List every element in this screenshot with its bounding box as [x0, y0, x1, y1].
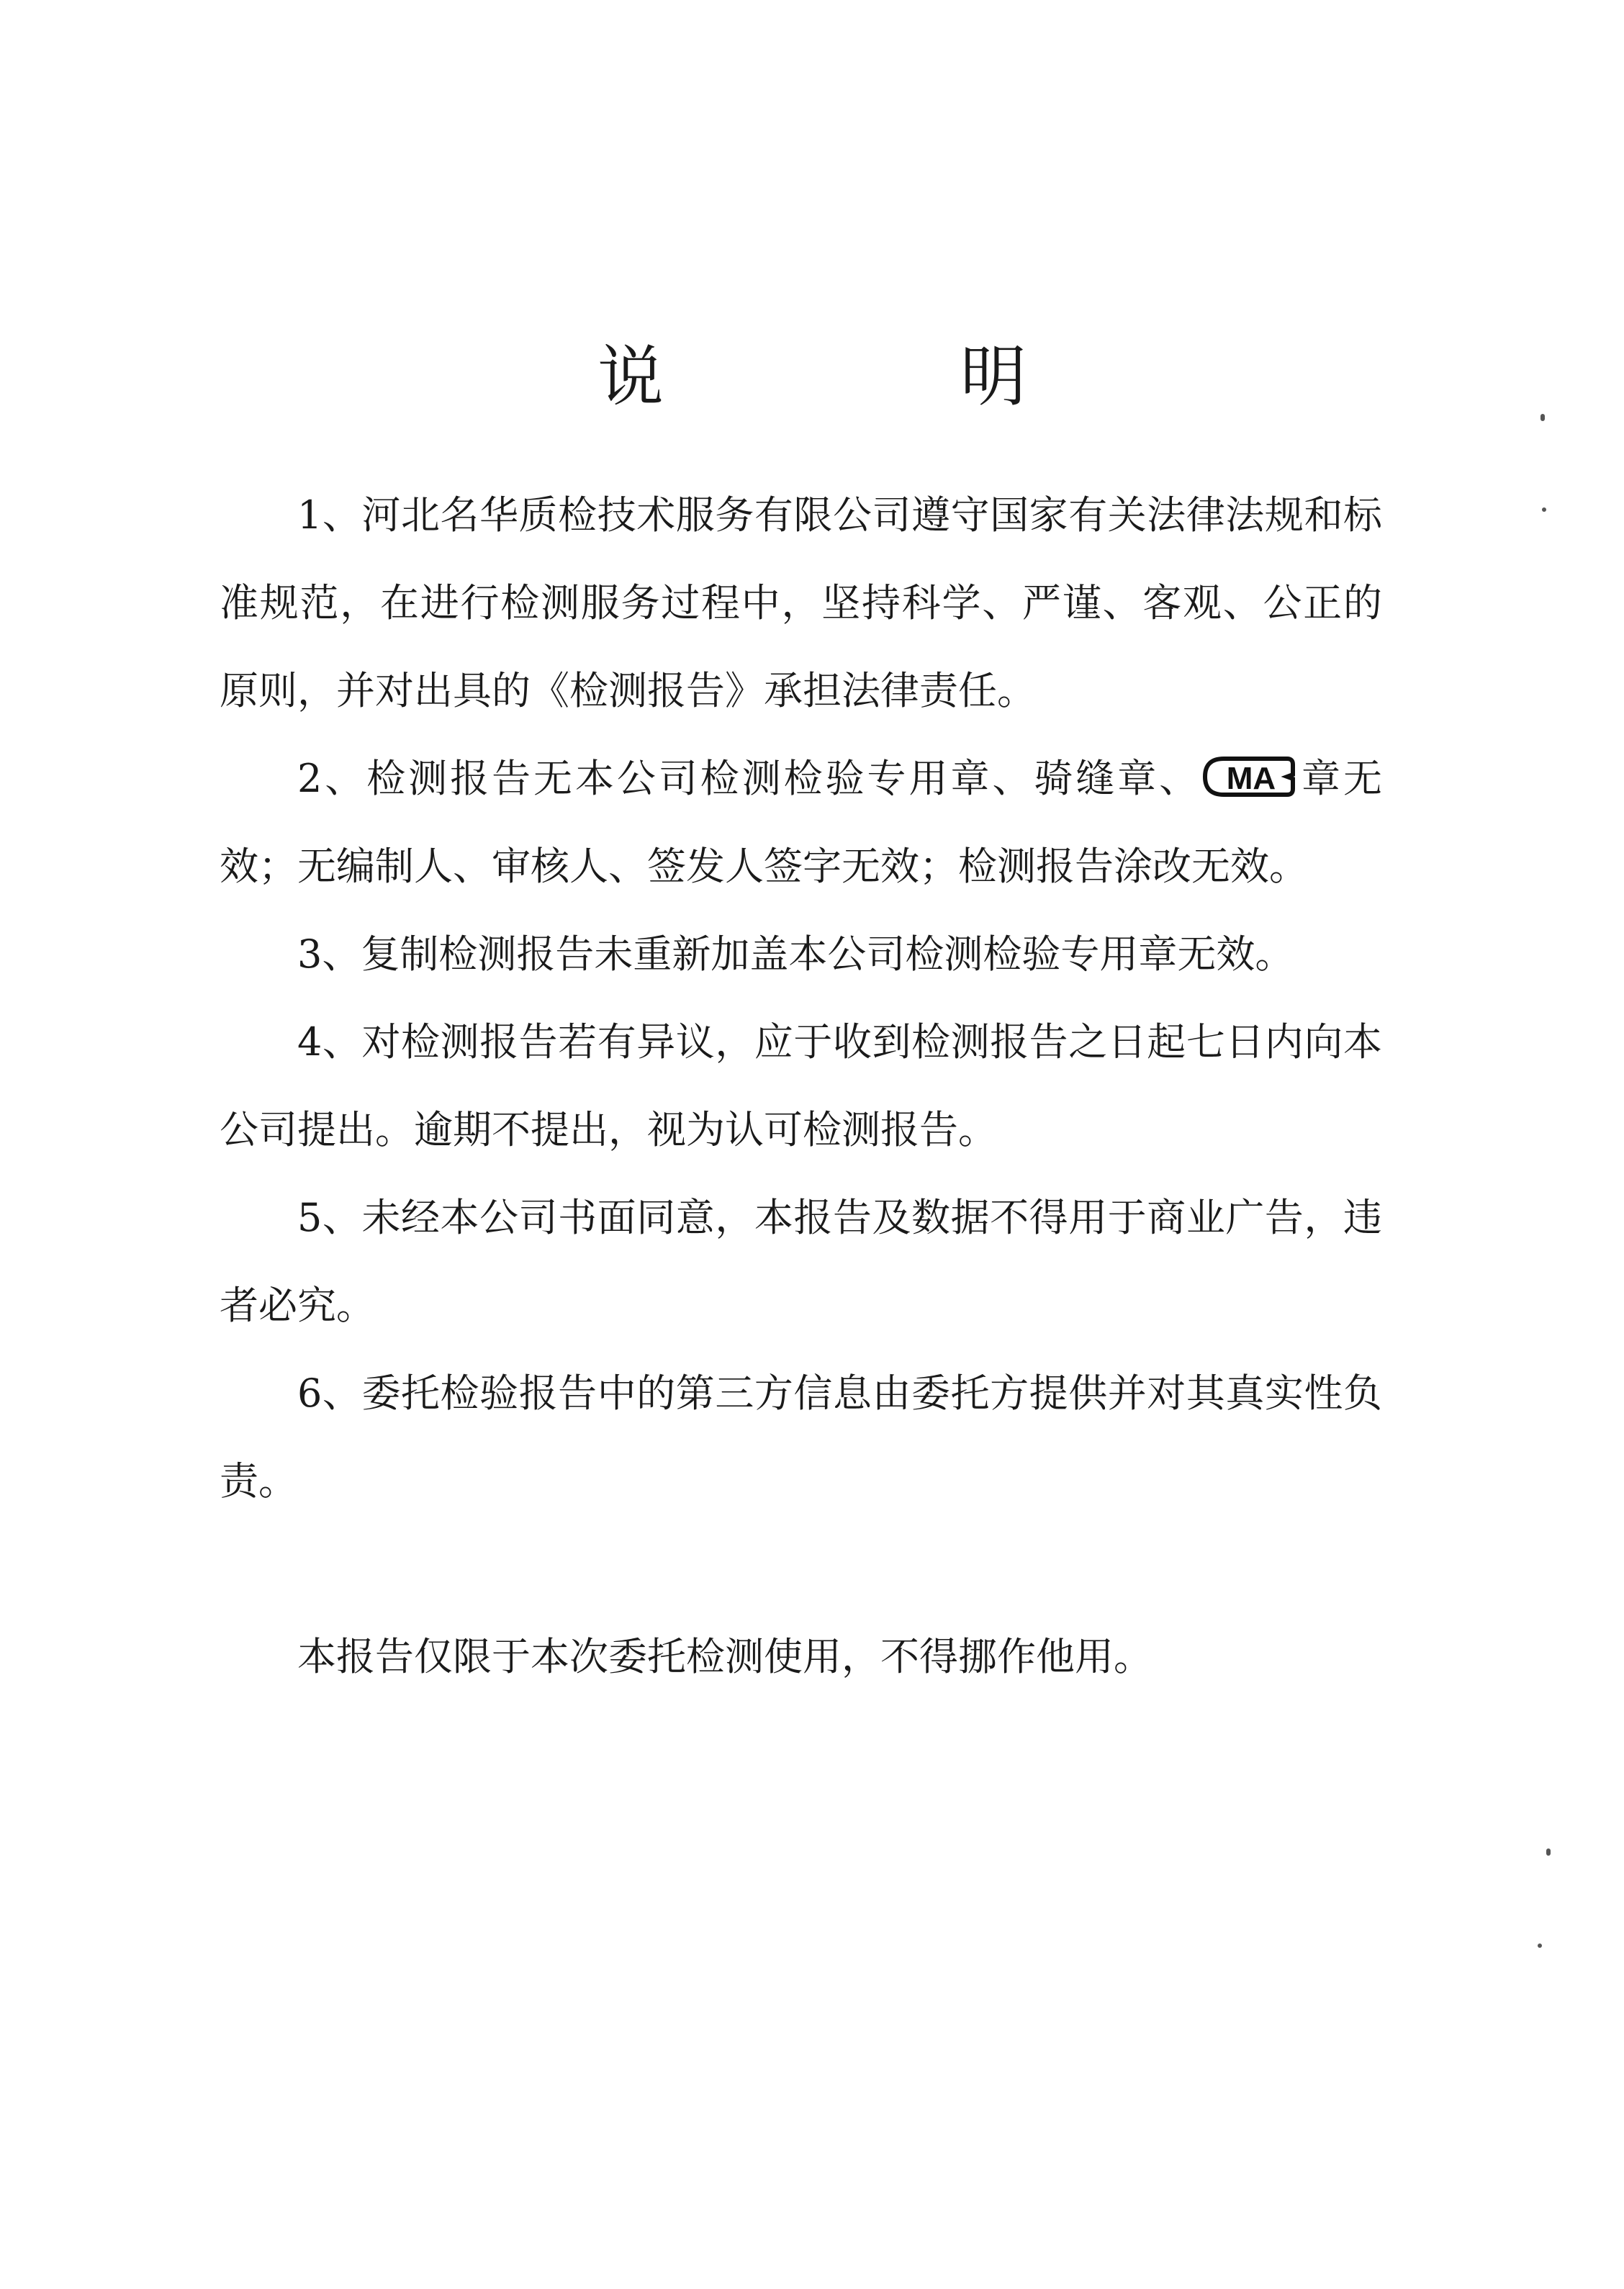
paragraph-2-text-before: 2、检测报告无本公司检测检验专用章、骑缝章、	[297, 756, 1201, 801]
paragraph-2	[220, 735, 1382, 911]
cma-mark-icon	[1202, 754, 1297, 799]
cma-mark-text: MA	[1226, 761, 1276, 796]
paragraph-1: 1、河北名华质检技术服务有限公司遵守国家有关法律法规和标准规范，在进行检测服务过程中，坚持科学、严谨、客观、公正的原则，并对出具的《检测报告》承担法律责任。	[220, 492, 1382, 713]
page-title: 说 明	[597, 338, 1142, 415]
paragraph-2-text-after: 章无效；无编制人、审核人、签发人签字无效；检测报告涂改无效。	[220, 756, 1382, 889]
paragraph-6: 6、委托检验报告中的第三方信息由委托方提供并对其真实性负责。	[220, 1371, 1382, 1504]
paragraph-5: 5、未经本公司书面同意，本报告及数据不得用于商业广告，违者必究。	[220, 1195, 1382, 1328]
usage-note: 本报告仅限于本次委托检测使用，不得挪作他用。	[297, 1634, 1152, 1679]
scan-speck	[1540, 414, 1545, 421]
paragraph-3: 3、复制检测报告未重新加盖本公司检测检验专用章无效。	[297, 931, 1294, 977]
scan-speck	[1542, 507, 1546, 512]
scan-speck	[1546, 1848, 1551, 1856]
scan-speck	[1538, 1943, 1542, 1948]
document-body	[220, 471, 1382, 1701]
paragraph-4: 4、对检测报告若有异议，应于收到检测报告之日起七日内向本公司提出。逾期不提出，视为认可检测报告。	[220, 1019, 1382, 1152]
